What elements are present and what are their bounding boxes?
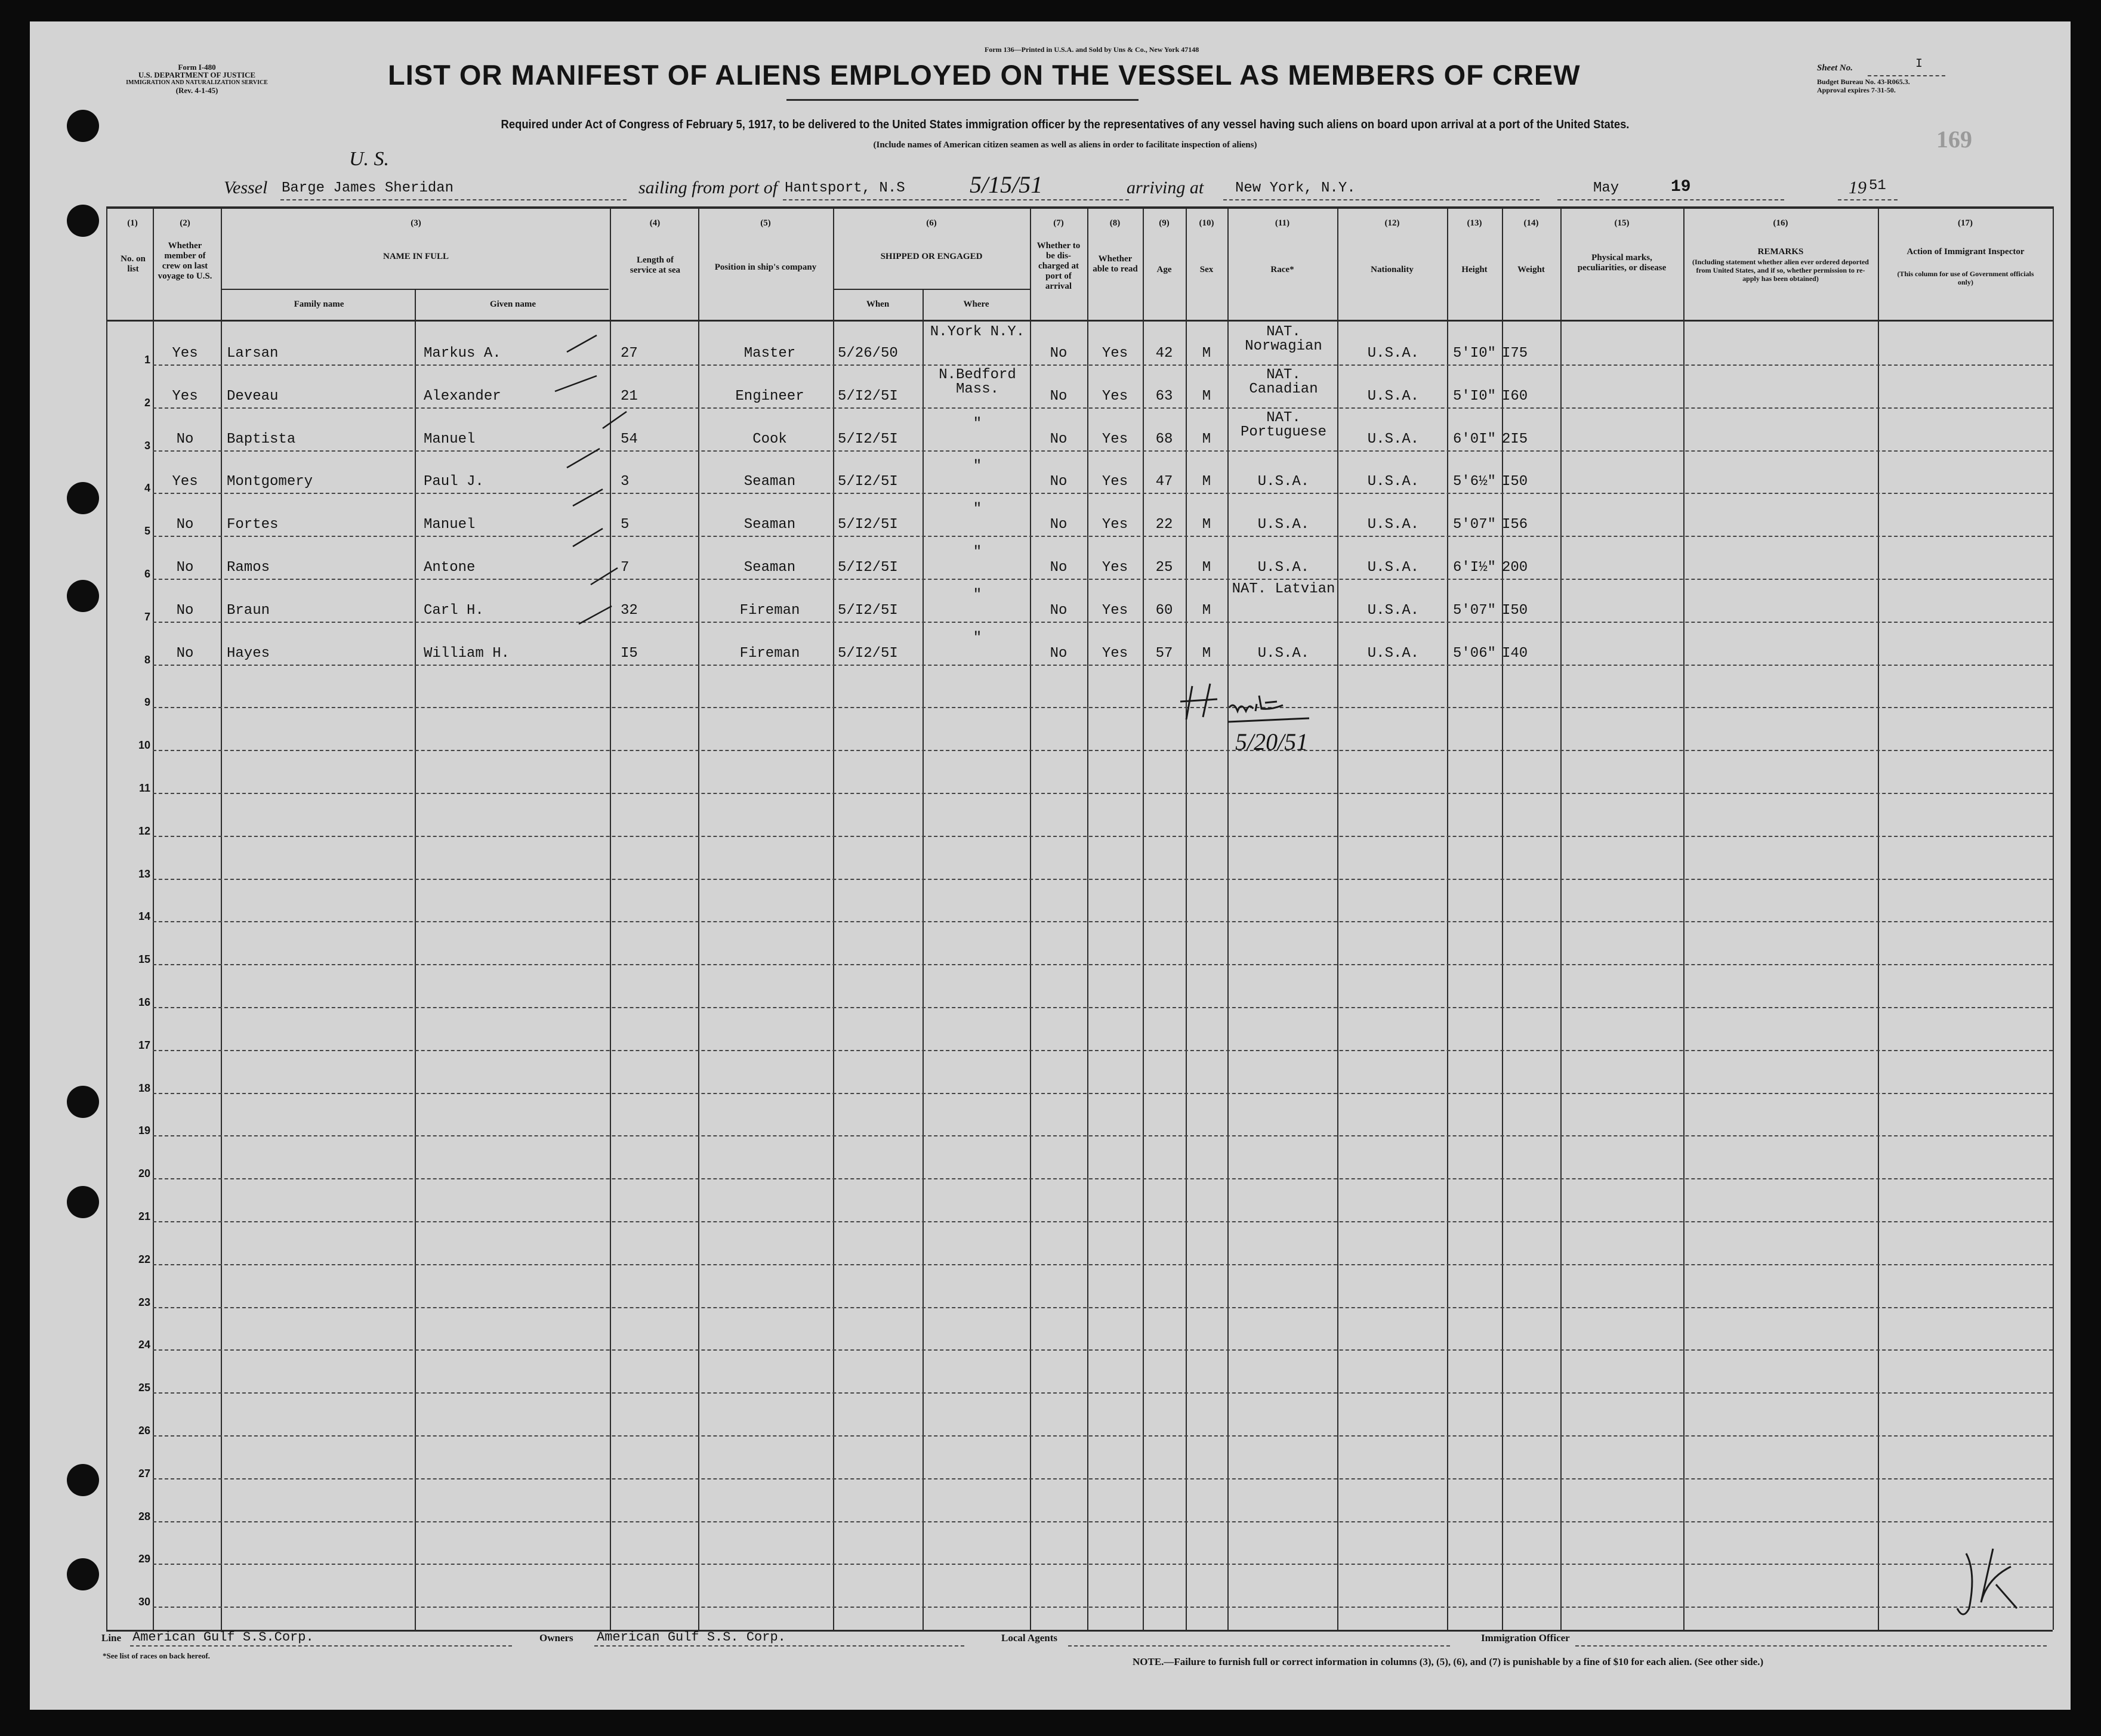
footer-owners-label: Owners xyxy=(539,1632,573,1644)
cell-family: Braun xyxy=(227,603,270,619)
arriving-label: arriving at xyxy=(1127,178,1204,197)
sailing-label: sailing from port of xyxy=(638,178,778,197)
footer-line-label: Line xyxy=(101,1632,122,1644)
cell-nationality: U.S.A. xyxy=(1367,560,1420,576)
header-where: Where xyxy=(963,299,989,309)
footer-line-value[interactable]: American Gulf S.S.Corp. xyxy=(132,1630,314,1645)
cell-nationality: U.S.A. xyxy=(1367,603,1420,619)
cell-read: Yes xyxy=(1102,474,1128,490)
cell-position: Seaman xyxy=(743,474,796,490)
cell-height: 5'6½" xyxy=(1452,474,1496,490)
row-number: 19 xyxy=(138,1125,150,1136)
cell-position: Fireman xyxy=(739,645,800,662)
year-prefix: 19 xyxy=(1849,178,1866,197)
cell-given: Manuel xyxy=(424,431,476,447)
cell-when: 5/I2/5I xyxy=(838,645,898,662)
colnum-14: (14) xyxy=(1523,218,1539,228)
cell-age: 57 xyxy=(1155,645,1173,662)
check-mark xyxy=(591,568,618,585)
cell-read: Yes xyxy=(1102,560,1128,576)
cell-position: Master xyxy=(743,345,796,362)
cell-race: U.S.A. xyxy=(1257,560,1310,576)
cell-service: 3 xyxy=(621,474,630,490)
row-number: 13 xyxy=(138,868,150,880)
cell-sex: M xyxy=(1202,603,1211,619)
cell-where: " xyxy=(973,501,982,517)
footer-officer-label: Immigration Officer xyxy=(1481,1632,1570,1644)
colnum-3: (3) xyxy=(411,218,421,228)
cell-where: " xyxy=(973,544,982,560)
cell-race: NAT. Portuguese xyxy=(1240,410,1327,440)
cell-when: 5/I2/5I xyxy=(838,560,898,576)
row-number: 20 xyxy=(138,1167,150,1179)
row-number: 10 xyxy=(138,739,150,751)
cell-age: 68 xyxy=(1155,431,1173,447)
form-number: Form I-480 xyxy=(178,63,216,72)
colnum-7: (7) xyxy=(1053,218,1064,228)
check-mark xyxy=(603,412,627,428)
header-able-read: Whether able to read xyxy=(1093,254,1138,274)
cell-weight: I60 xyxy=(1502,388,1528,404)
cell-crew: Yes xyxy=(172,345,198,362)
cell-when: 5/I2/5I xyxy=(838,603,898,619)
cell-position: Fireman xyxy=(739,603,800,619)
check-mark xyxy=(573,529,603,546)
row-number: 12 xyxy=(138,825,150,837)
header-whether-member: Whether member of crew on last voyage to U.S. xyxy=(158,241,212,281)
row-number: 21 xyxy=(138,1210,150,1222)
cell-race: U.S.A. xyxy=(1257,517,1310,533)
header-position: Position in ship's company xyxy=(714,262,817,272)
cell-crew: No xyxy=(176,645,194,662)
footer-note: NOTE.—Failure to furnish full or correct information in columns (3), (5), (6), and (7) is punishable by a fine of $10 for each alien. (See other side.) xyxy=(1133,1656,1764,1667)
cell-discharged: No xyxy=(1050,645,1068,662)
cell-family: Larsan xyxy=(227,345,279,362)
cell-discharged: No xyxy=(1050,431,1068,447)
check-mark xyxy=(567,335,597,352)
header-remarks-sub: (Including statement whether alien ever ordered deported from United States, and if so, whether permission to re-apply has been obtained) xyxy=(1692,258,1869,283)
colnum-17: (17) xyxy=(1958,218,1973,228)
row-number: 5 xyxy=(144,525,150,537)
cell-given: Alexander xyxy=(424,388,501,404)
cell-race: U.S.A. xyxy=(1257,645,1310,662)
cell-height: 5'07" xyxy=(1452,517,1496,533)
cell-service: I5 xyxy=(621,645,638,662)
row-number: 1 xyxy=(144,354,150,366)
cell-read: Yes xyxy=(1102,603,1128,619)
cell-sex: M xyxy=(1202,474,1211,490)
cell-race: U.S.A. xyxy=(1257,474,1310,490)
arrival-day[interactable]: 19 xyxy=(1671,178,1691,196)
colnum-6: (6) xyxy=(926,218,937,228)
cell-race: NAT. Norwagian xyxy=(1245,324,1322,354)
row-number: 23 xyxy=(138,1296,150,1308)
cell-position: Cook xyxy=(752,431,787,447)
cell-height: 6'0I" xyxy=(1452,431,1496,447)
cell-read: Yes xyxy=(1102,645,1128,662)
cell-weight: I50 xyxy=(1502,474,1528,490)
manifest-sheet xyxy=(30,21,2071,1710)
cell-nationality: U.S.A. xyxy=(1367,388,1420,404)
colnum-4: (4) xyxy=(649,218,661,228)
header-height: Height xyxy=(1461,265,1488,274)
cell-when: 5/I2/5I xyxy=(838,388,898,404)
cell-weight: I56 xyxy=(1502,517,1528,533)
cell-discharged: No xyxy=(1050,517,1068,533)
us-mark: U. S. xyxy=(349,148,390,170)
cell-where: " xyxy=(973,416,982,432)
row-number: 11 xyxy=(138,782,150,794)
line-underline xyxy=(130,1645,512,1647)
row-number: 30 xyxy=(138,1596,150,1608)
printer-line: Form 136—Printed in U.S.A. and Sold by Uns & Co., New York 47148 xyxy=(985,45,1199,54)
races-note: *See list of races on back hereof. xyxy=(103,1651,210,1660)
cell-height: 5'I0" xyxy=(1452,345,1496,362)
cell-family: Montgomery xyxy=(227,474,313,490)
cell-crew: No xyxy=(176,517,194,533)
row-number: 17 xyxy=(138,1039,150,1051)
cell-family: Fortes xyxy=(227,517,279,533)
cell-family: Baptista xyxy=(227,431,296,447)
cell-where: " xyxy=(973,630,982,646)
row-number: 6 xyxy=(144,568,150,580)
cell-height: 6'I½" xyxy=(1452,560,1496,576)
cell-given: William H. xyxy=(424,645,510,662)
cell-given: Markus A. xyxy=(424,345,501,362)
arriving-port[interactable]: New York, N.Y. xyxy=(1235,180,1356,196)
cell-family: Hayes xyxy=(227,645,270,662)
check-mark xyxy=(555,376,597,391)
cell-sex: M xyxy=(1202,645,1211,662)
cell-nationality: U.S.A. xyxy=(1367,431,1420,447)
sheet-value: I xyxy=(1915,57,1923,71)
cell-read: Yes xyxy=(1102,388,1128,404)
check-marks xyxy=(30,21,2071,1710)
header-action: Action of Immigrant Inspector xyxy=(1906,247,2025,257)
row-number: 27 xyxy=(138,1468,150,1479)
sailing-date: 5/15/51 xyxy=(970,171,1043,198)
cell-weight: 200 xyxy=(1502,560,1528,576)
header-action-sub: (This column for use of Government officials only) xyxy=(1897,270,2034,286)
colnum-8: (8) xyxy=(1109,218,1121,228)
cell-discharged: No xyxy=(1050,560,1068,576)
footer-owners-value[interactable]: American Gulf S.S. Corp. xyxy=(597,1630,786,1645)
colnum-11: (11) xyxy=(1275,218,1290,228)
owners-underline xyxy=(594,1645,964,1647)
signature-date: 5/20/51 xyxy=(1235,728,1309,755)
cell-given: Paul J. xyxy=(424,474,484,490)
cell-nationality: U.S.A. xyxy=(1367,517,1420,533)
header-nationality: Nationality xyxy=(1371,265,1414,274)
cell-nationality: U.S.A. xyxy=(1367,645,1420,662)
row-number: 26 xyxy=(138,1425,150,1437)
cell-service: 21 xyxy=(621,388,638,404)
header-age: Age xyxy=(1156,265,1172,274)
cell-age: 22 xyxy=(1155,517,1173,533)
colnum-13: (13) xyxy=(1467,218,1482,228)
cell-discharged: No xyxy=(1050,603,1068,619)
approval-expires: Approval expires 7-31-50. xyxy=(1817,86,1896,94)
cell-family: Ramos xyxy=(227,560,270,576)
cell-crew: Yes xyxy=(172,474,198,490)
cell-sex: M xyxy=(1202,431,1211,447)
header-remarks: REMARKS xyxy=(1757,247,1804,257)
colnum-15: (15) xyxy=(1614,218,1630,228)
header-name-in-full: NAME IN FULL xyxy=(382,252,449,261)
revision: (Rev. 4-1-45) xyxy=(175,86,218,95)
cell-read: Yes xyxy=(1102,345,1128,362)
row-number: 2 xyxy=(144,397,150,409)
cell-age: 60 xyxy=(1155,603,1173,619)
port-name[interactable]: Hantsport, N.S xyxy=(785,180,905,196)
cell-discharged: No xyxy=(1050,388,1068,404)
row-number: 8 xyxy=(144,654,150,666)
row-number: 9 xyxy=(144,696,150,708)
header-no-on-list: No. on list xyxy=(121,254,146,274)
header-when: When xyxy=(866,299,890,309)
cell-where: " xyxy=(973,458,982,474)
cell-service: 7 xyxy=(621,560,630,576)
colnum-10: (10) xyxy=(1199,218,1214,228)
cell-when: 5/I2/5I xyxy=(838,474,898,490)
cell-when: 5/I2/5I xyxy=(838,431,898,447)
budget-bureau: Budget Bureau No. 43-R065.3. xyxy=(1817,78,1910,86)
header-shipped: SHIPPED OR ENGAGED xyxy=(880,252,983,261)
cell-nationality: U.S.A. xyxy=(1367,474,1420,490)
stamp-number: 169 xyxy=(1936,126,1972,153)
check-mark xyxy=(567,449,600,468)
cell-weight: I50 xyxy=(1502,603,1528,619)
cell-crew: No xyxy=(176,431,194,447)
cell-where: N.York N.Y. xyxy=(930,324,1025,340)
row-number: 15 xyxy=(138,953,150,965)
cell-discharged: No xyxy=(1050,474,1068,490)
cell-age: 47 xyxy=(1155,474,1173,490)
cell-weight: I40 xyxy=(1502,645,1528,662)
row-number: 3 xyxy=(144,440,150,452)
service-name: IMMIGRATION AND NATURALIZATION SERVICE xyxy=(126,79,268,86)
footer-agents-label: Local Agents xyxy=(1001,1632,1057,1644)
sheet-label: Sheet No. xyxy=(1817,63,1853,73)
cell-read: Yes xyxy=(1102,431,1128,447)
cell-position: Engineer xyxy=(735,388,804,404)
cell-read: Yes xyxy=(1102,517,1128,533)
cell-crew: No xyxy=(176,560,194,576)
cell-given: Antone xyxy=(424,560,476,576)
colnum-5: (5) xyxy=(760,218,771,228)
header-given-name: Given name xyxy=(489,299,536,309)
cell-race: NAT. Canadian xyxy=(1249,367,1318,397)
cell-position: Seaman xyxy=(743,560,796,576)
cell-sex: M xyxy=(1202,517,1211,533)
colnum-16: (16) xyxy=(1773,218,1788,228)
row-number: 7 xyxy=(144,611,150,623)
cell-service: 54 xyxy=(621,431,638,447)
cell-height: 5'I0" xyxy=(1452,388,1496,404)
header-weight: Weight xyxy=(1517,265,1545,274)
requirement-text: Required under Act of Congress of February 5, 1917, to be delivered to the United States immigration officer by the representatives of any vessel having such aliens on board upon arrival at a port of the United States. xyxy=(501,118,1630,131)
header-physical: Physical marks, peculiarities, or disease xyxy=(1577,253,1667,273)
check-mark xyxy=(573,489,603,506)
cell-service: 5 xyxy=(621,517,630,533)
cell-nationality: U.S.A. xyxy=(1367,345,1420,362)
colnum-9: (9) xyxy=(1159,218,1170,228)
cell-service: 32 xyxy=(621,603,638,619)
cell-crew: No xyxy=(176,603,194,619)
header-race: Race* xyxy=(1270,265,1294,274)
cell-discharged: No xyxy=(1050,345,1068,362)
cell-sex: M xyxy=(1202,560,1211,576)
colnum-2: (2) xyxy=(180,218,190,228)
department: U.S. DEPARTMENT OF JUSTICE xyxy=(138,70,256,79)
vessel-name[interactable]: Barge James Sheridan xyxy=(282,180,454,196)
colnum-1: (1) xyxy=(127,218,138,228)
cell-sex: M xyxy=(1202,388,1211,404)
cell-sex: M xyxy=(1202,345,1211,362)
agents-underline xyxy=(1068,1645,1450,1647)
arrival-year[interactable]: 51 xyxy=(1869,178,1886,194)
row-number: 4 xyxy=(144,482,150,494)
check-mark xyxy=(579,606,612,624)
table-bottom-rule xyxy=(106,1630,2053,1632)
row-number: 16 xyxy=(138,996,150,1008)
header-discharged: Whether to be dis-charged at port of arrival xyxy=(1036,241,1081,291)
cell-age: 25 xyxy=(1155,560,1173,576)
colnum-12: (12) xyxy=(1384,218,1400,228)
cell-where: N.Bedford Mass. xyxy=(939,367,1016,397)
header-family-name: Family name xyxy=(294,299,344,309)
row-number: 29 xyxy=(138,1553,150,1565)
cell-service: 27 xyxy=(621,345,638,362)
cell-position: Seaman xyxy=(743,517,796,533)
officer-underline xyxy=(1575,1645,2047,1647)
cell-weight: 2I5 xyxy=(1502,431,1528,447)
vessel-label: Vessel xyxy=(224,178,268,197)
cell-family: Deveau xyxy=(227,388,279,404)
header-sex: Sex xyxy=(1199,265,1214,274)
cell-given: Manuel xyxy=(424,517,476,533)
row-number: 28 xyxy=(138,1510,150,1522)
corner-initials xyxy=(1957,1549,2017,1614)
row-number: 24 xyxy=(138,1339,150,1351)
cell-weight: I75 xyxy=(1502,345,1528,362)
inspector-signature xyxy=(1180,684,1309,722)
include-note: (Include names of American citizen seamen as well as aliens in order to facilitate inspection of aliens) xyxy=(873,140,1257,150)
header-length-service: Length of service at sea xyxy=(630,255,681,275)
cell-height: 5'07" xyxy=(1452,603,1496,619)
page-title: LIST OR MANIFEST OF ALIENS EMPLOYED ON THE VESSEL AS MEMBERS OF CREW xyxy=(388,59,1581,91)
cell-when: 5/26/50 xyxy=(838,345,898,362)
cell-where: " xyxy=(973,587,982,603)
cell-age: 42 xyxy=(1155,345,1173,362)
cell-height: 5'06" xyxy=(1452,645,1496,662)
cell-crew: Yes xyxy=(172,388,198,404)
row-number: 14 xyxy=(138,910,150,922)
cell-age: 63 xyxy=(1155,388,1173,404)
row-number: 18 xyxy=(138,1082,150,1094)
cell-given: Carl H. xyxy=(424,603,484,619)
cell-race: NAT. Latvian xyxy=(1232,581,1335,597)
row-number: 25 xyxy=(138,1382,150,1394)
row-number: 22 xyxy=(138,1253,150,1265)
arrival-month[interactable]: May xyxy=(1593,180,1619,196)
cell-when: 5/I2/5I xyxy=(838,517,898,533)
